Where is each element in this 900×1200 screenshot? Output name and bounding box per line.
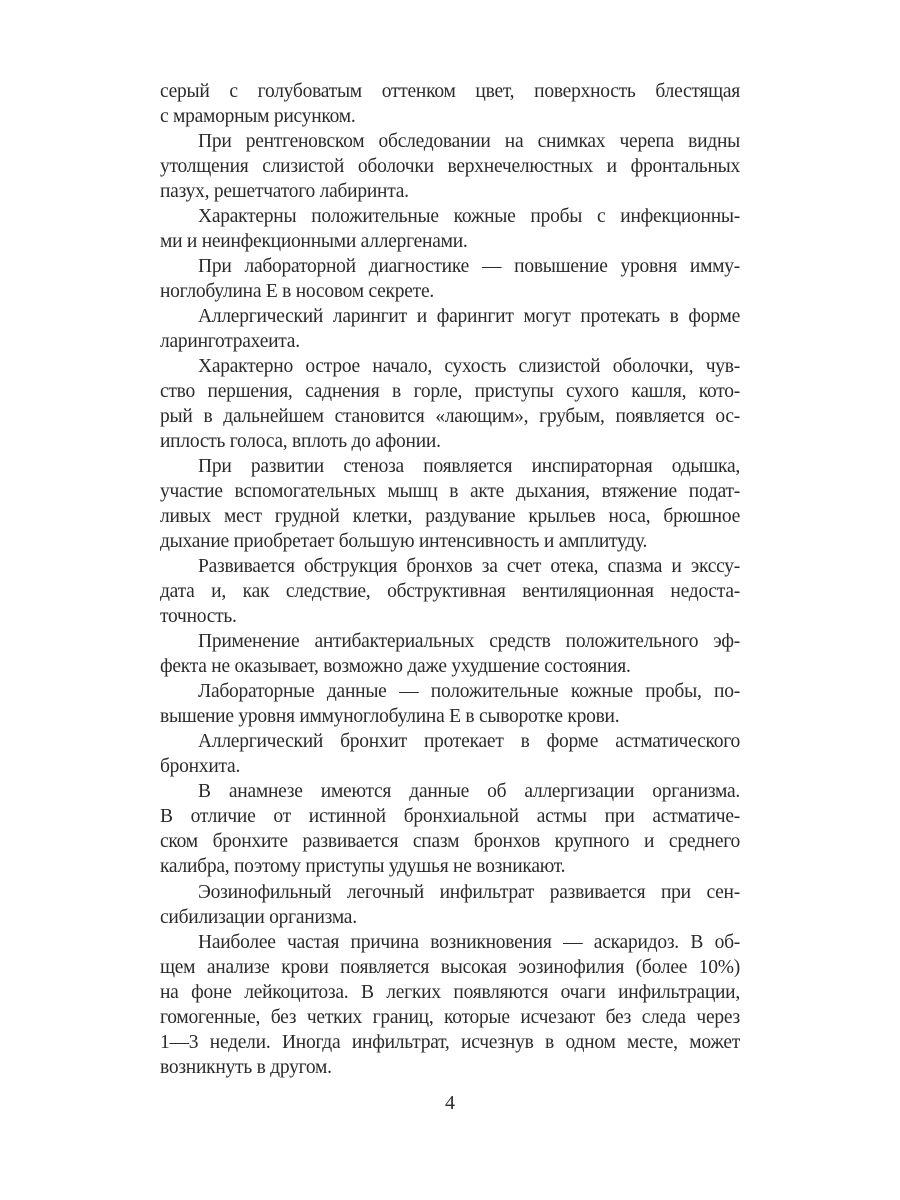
text-line: рый в дальнейшем становится «лающим», грубым, появляется ос-	[160, 406, 740, 428]
text-line: серый с голубоватым оттенком цвет, поверхность блестящая	[160, 81, 740, 102]
text-line: При развитии стеноза появляется инспираторная одышка,	[198, 456, 740, 478]
text-line: точность.	[160, 606, 237, 628]
text-line: иплость голоса, вплоть до афонии.	[160, 431, 441, 453]
page-number: 4	[445, 1092, 455, 1114]
text-line: возникнуть в другом.	[160, 1056, 332, 1078]
text-line: бронхита.	[160, 756, 241, 778]
text-line: щем анализе крови появляется высокая эозинофилия (более 10%)	[160, 956, 740, 978]
text-line: с мраморным рисунком.	[160, 106, 356, 128]
paragraph	[160, 729, 740, 779]
text-line: на фоне лейкоцитоза. В легких появляются очаги инфильтрации,	[160, 981, 740, 1003]
text-line: При рентгеновском обследовании на снимках черепа видны	[198, 131, 740, 153]
paragraph	[160, 880, 740, 930]
text-line: участие вспомогательных мышц в акте дыхания, втяжение подат-	[160, 481, 740, 503]
text-line: ском бронхите развивается спазм бронхов крупного и среднего	[160, 831, 740, 853]
text-line: фекта не оказывает, возможно даже ухудшение состояния.	[160, 656, 631, 678]
text-line: вышение уровня иммуноглобулина Е в сыворотке крови.	[160, 706, 620, 728]
text-line: Аллергический бронхит протекает в форме астматического	[198, 731, 740, 753]
text-line: Аллергический ларингит и фарингит могут протекать в форме	[198, 306, 740, 328]
text-line: В анамнезе имеются данные об аллергизации организма.	[198, 781, 740, 803]
paragraph	[160, 354, 740, 454]
text-line: 1—3 недели. Иногда инфильтрат, исчезнув в одном месте, может	[160, 1031, 740, 1053]
paragraph	[160, 930, 740, 1080]
paragraph	[160, 454, 740, 554]
text-line: ливых мест грудной клетки, раздувание крыльев носа, брюшное	[160, 506, 740, 528]
paragraph	[160, 79, 740, 129]
text-line: Характерно острое начало, сухость слизистой оболочки, чув-	[198, 356, 740, 378]
text-line: ноглобулина Е в носовом секрете.	[160, 281, 434, 303]
text-line: утолщения слизистой оболочки верхнечелюстных и фронтальных	[160, 156, 740, 178]
text-line: В отличие от истинной бронхиальной астмы при астматиче-	[160, 806, 740, 828]
paragraph	[160, 554, 740, 629]
text-line: гомогенные, без четких границ, которые исчезают без следа через	[160, 1006, 740, 1028]
text-line: ми и неинфекционными аллергенами.	[160, 231, 468, 253]
text-line: Лабораторные данные — положительные кожные пробы, по-	[198, 681, 740, 703]
paragraph	[160, 779, 740, 879]
text-line: пазух, решетчатого лабиринта.	[160, 181, 409, 203]
text-line: Характерны положительные кожные пробы с инфекционны-	[198, 206, 740, 228]
paragraph	[160, 629, 740, 679]
text-line: Развивается обструкция бронхов за счет отека, спазма и экссу-	[198, 556, 740, 578]
text-line: сибилизации организма.	[160, 906, 357, 928]
text-line: Применение антибактериальных средств положительного эф-	[198, 631, 740, 653]
paragraph	[160, 204, 740, 254]
text-line: дата и, как следствие, обструктивная вентиляционная недоста-	[160, 581, 740, 603]
text-line: ларинготрахеита.	[160, 331, 300, 353]
text-line: Наиболее частая причина возникновения — аскаридоз. В об-	[198, 931, 740, 953]
text-line: Эозинофильный легочный инфильтрат развивается при сен-	[198, 881, 740, 903]
text-line: дыхание приобретает большую интенсивность и амплитуду.	[160, 531, 648, 553]
paragraph	[160, 129, 740, 204]
paragraph	[160, 679, 740, 729]
paragraph	[160, 254, 740, 304]
text-line: ство першения, саднения в горле, приступы сухого кашля, кото-	[160, 381, 740, 403]
text-line: При лабораторной диагностике — повышение уровня имму-	[198, 256, 740, 278]
paragraph	[160, 304, 740, 354]
body-text	[160, 79, 740, 1080]
text-line: калибра, поэтому приступы удушья не возникают.	[160, 856, 566, 878]
